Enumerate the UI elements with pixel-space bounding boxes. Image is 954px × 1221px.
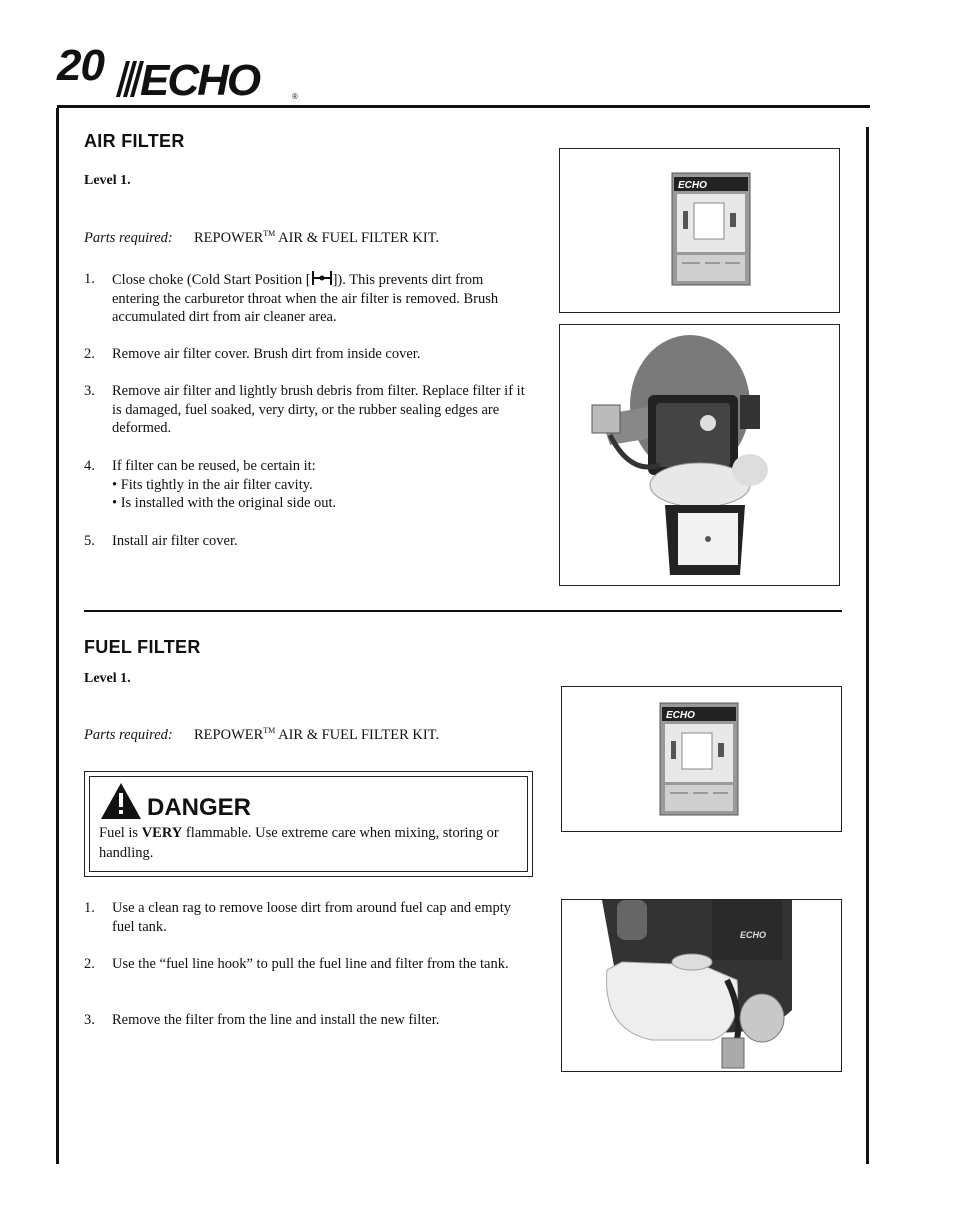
filter-kit-package-icon	[562, 687, 841, 831]
fuel-step-1: 1. Use a clean rag to remove loose dirt from around fuel cap and empty fuel tank.	[84, 900, 512, 935]
svg-text:ECHO: ECHO	[678, 180, 707, 191]
left-margin-rule	[56, 108, 59, 1164]
air-filter-level: Level 1.	[84, 173, 131, 188]
fuel-filter-level: Level 1.	[84, 671, 131, 686]
bullet-item: • Fits tightly in the air filter cavity.	[112, 476, 313, 493]
air-step-3: 3. Remove air filter and lightly brush debris from filter. Replace filter if it is damaged, fuel soaked, very dirty, or the rubber sealing edges are deformed.	[84, 383, 525, 436]
parts-label: Parts required:	[84, 229, 173, 246]
air-step-4: 4. If filter can be reused, be certain it: • Fits tightly in the air filter cavity. • Is installed with the original side out.	[84, 457, 534, 513]
svg-text:ECHO: ECHO	[140, 57, 260, 101]
parts-value: REPOWER™ AIR & FUEL FILTER KIT.	[194, 726, 440, 743]
air-filter-parts	[84, 229, 439, 247]
fuel-tank-icon	[562, 900, 841, 1071]
danger-text: Fuel is VERY flammable. Use extreme care when mixing, storing or handling.	[99, 825, 499, 861]
parts-value: REPOWER™ AIR & FUEL FILTER KIT.	[194, 229, 440, 246]
fuel-filter-heading: FUEL FILTER	[84, 637, 201, 657]
filter-kit-package-icon	[560, 149, 839, 312]
filter-kit-photo-1	[559, 148, 840, 313]
section-divider	[84, 610, 842, 612]
air-step-2: 2. Remove air filter cover. Brush dirt from inside cover.	[84, 346, 421, 362]
air-filter-engine-photo	[559, 324, 840, 586]
fuel-step-2: 2. Use the “fuel line hook” to pull the fuel line and filter from the tank.	[84, 956, 509, 972]
filter-kit-photo-2	[561, 686, 842, 832]
header-rule	[57, 105, 870, 108]
air-step-5: 5. Install air filter cover.	[84, 533, 238, 549]
fuel-step-3: 3. Remove the filter from the line and install the new filter.	[84, 1012, 440, 1028]
danger-box	[84, 771, 533, 877]
warning-triangle-icon	[100, 782, 142, 820]
svg-text:ECHO: ECHO	[666, 710, 695, 721]
choke-closed-icon	[311, 270, 333, 286]
fuel-filter-parts	[84, 726, 439, 744]
air-filter-heading: AIR FILTER	[84, 131, 185, 151]
page-number: 20	[57, 41, 104, 90]
svg-text:®: ®	[292, 92, 298, 101]
svg-text:ECHO: ECHO	[740, 930, 767, 940]
bullet-item: • Is installed with the original side out.	[112, 495, 337, 511]
fuel-tank-photo	[561, 899, 842, 1072]
engine-air-filter-icon	[560, 325, 839, 585]
danger-title: DANGER	[147, 794, 252, 821]
parts-label: Parts required:	[84, 726, 173, 743]
echo-logo	[112, 57, 302, 101]
air-step-1: 1. Close choke (Cold Start Position [ ]). This prevents dirt from entering the carburetor throat when the air filter is removed. Brush accumulated dirt from air cleaner area.	[84, 271, 499, 325]
right-margin-rule	[866, 127, 869, 1164]
